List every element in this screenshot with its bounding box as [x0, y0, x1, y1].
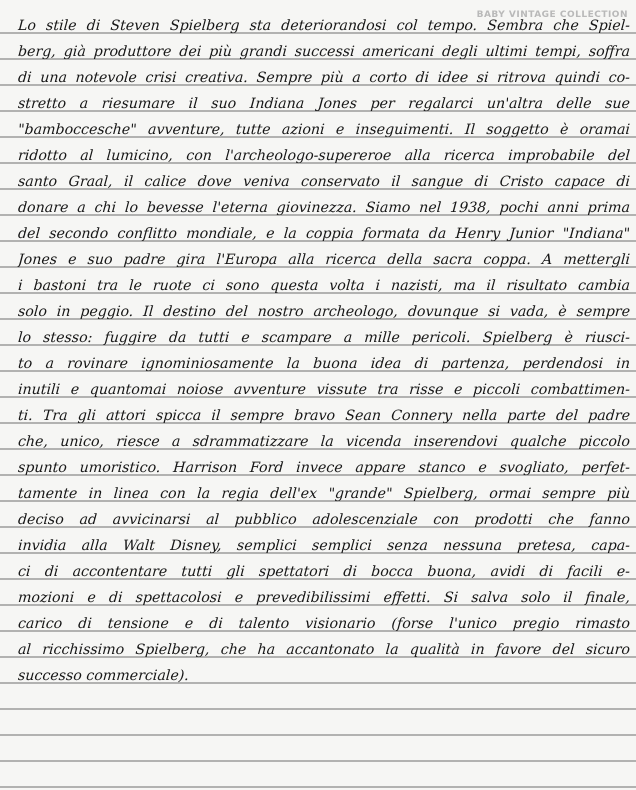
- text-line: inutili e quantomai noiose avventure vissute tra risse e piccoli combattimen-: [17, 382, 631, 398]
- text-line: Lo stile di Steven Spielberg sta deteriorandosi col tempo. Sembra che Spiel-: [17, 18, 631, 34]
- text-line: to a rovinare ignominiosamente la buona idea di partenza, perdendosi in: [17, 356, 631, 372]
- handwritten-text: [18, 13, 630, 689]
- text-line: che, unico, riesce a sdrammatizzare la vicenda inserendovi qualche piccolo: [17, 434, 631, 450]
- text-line: successo commerciale).: [17, 668, 190, 684]
- text-line: "bamboccesche" avventure, tutte azioni e inseguimenti. Il soggetto è oramai: [17, 122, 631, 138]
- text-line: deciso ad avvicinarsi al pubblico adolescenziale con prodotti che fanno: [17, 512, 631, 528]
- text-line: santo Graal, il calice dove veniva conservato il sangue di Cristo capace di: [17, 174, 631, 190]
- text-line: di una notevole crisi creativa. Sempre più a corto di idee si ritrova quindi co-: [17, 70, 631, 86]
- text-line: al ricchissimo Spielberg, che ha accantonato la qualità in favore del sicuro: [17, 642, 631, 658]
- text-line: spunto umoristico. Harrison Ford invece appare stanco e svogliato, perfet-: [17, 460, 631, 476]
- text-line: stretto a riesumare il suo Indiana Jones per regalarci un'altra delle sue: [17, 96, 631, 112]
- text-line: ti. Tra gli attori spicca il sempre bravo Sean Connery nella parte del padre: [17, 408, 631, 424]
- text-line: ridotto al lumicino, con l'archeologo-supereroe alla ricerca improbabile del: [17, 148, 631, 164]
- text-line: tamente in linea con la regia dell'ex "grande" Spielberg, ormai sempre più: [17, 486, 631, 502]
- text-line: lo stesso: fuggire da tutti e scampare a mille pericoli. Spielberg è riusci-: [17, 330, 631, 346]
- text-line: donare a chi lo bevesse l'eterna giovinezza. Siamo nel 1938, pochi anni prima: [17, 200, 631, 216]
- text-line: i bastoni tra le ruote ci sono questa volta i nazisti, ma il risultato cambia: [17, 278, 631, 294]
- text-line: solo in peggio. Il destino del nostro archeologo, dovunque si vada, è sempre: [17, 304, 631, 320]
- watermark: BABY VINTAGE COLLECTION: [476, 10, 628, 20]
- text-line: mozioni e di spettacolosi e prevedibilissimi effetti. Si salva solo il finale,: [17, 590, 631, 606]
- text-line: invidia alla Walt Disney, semplici semplici senza nessuna pretesa, capa-: [17, 538, 631, 554]
- text-line: ci di accontentare tutti gli spettatori di bocca buona, avidi di facili e-: [17, 564, 631, 580]
- text-line: berg, già produttore dei più grandi successi americani degli ultimi tempi, soffra: [17, 44, 631, 60]
- text-line: carico di tensione e di talento visionario (forse l'unico pregio rimasto: [17, 616, 631, 632]
- text-line: del secondo conflitto mondiale, e la coppia formata da Henry Junior "Indiana": [17, 226, 631, 242]
- text-line: Jones e suo padre gira l'Europa alla ricerca della sacra coppa. A mettergli: [17, 252, 631, 268]
